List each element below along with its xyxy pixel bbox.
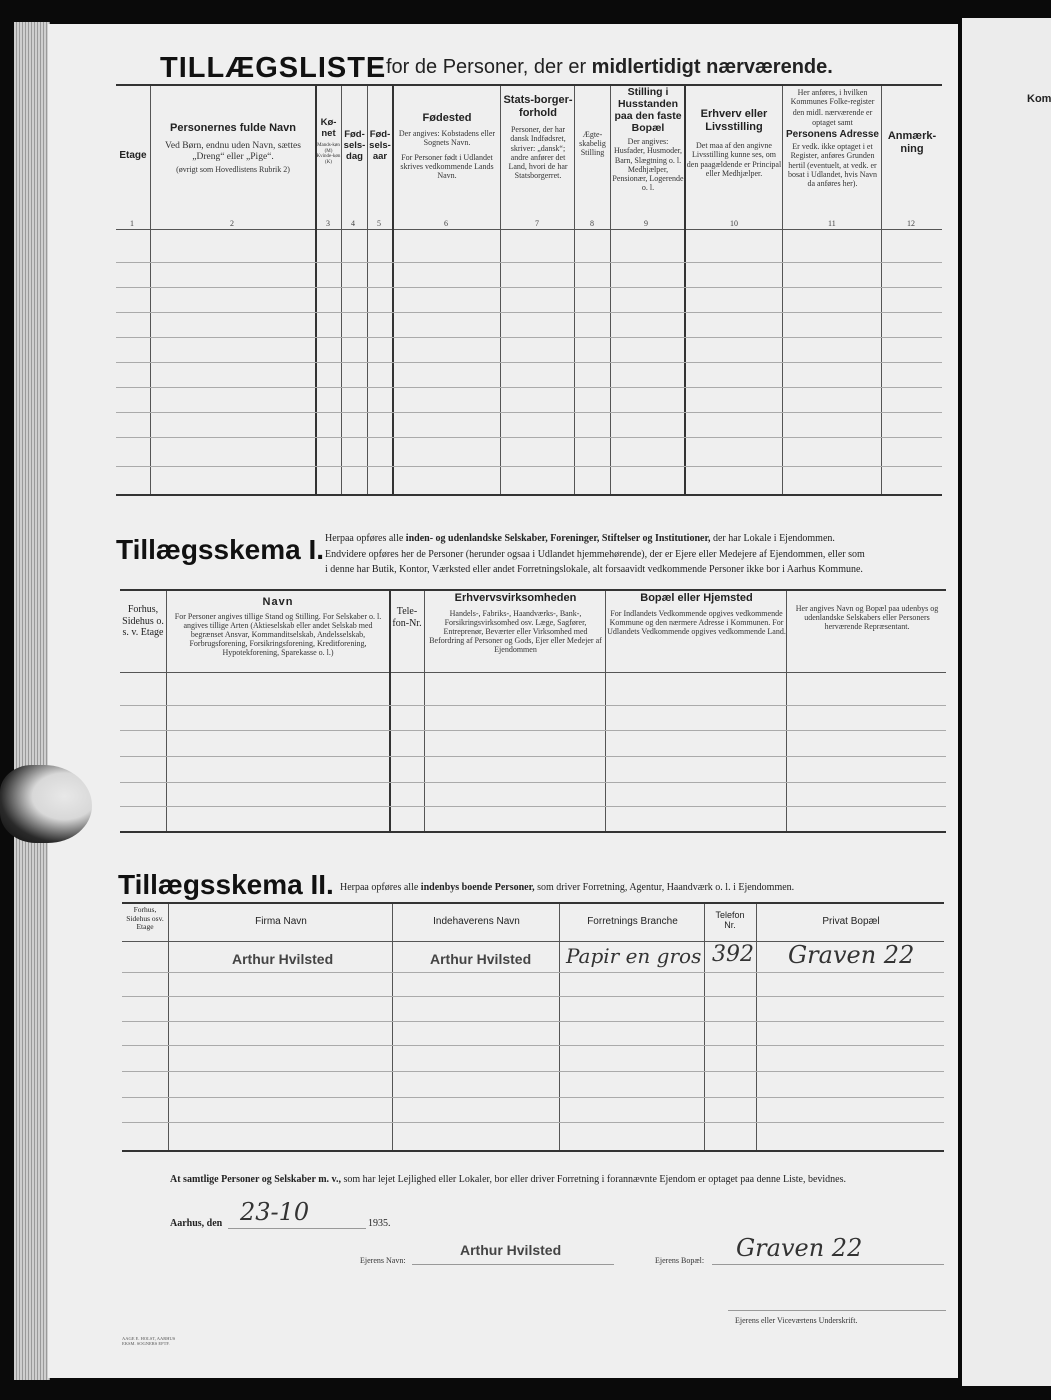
attestation-text bbox=[170, 1174, 846, 1185]
skema2-col-etage: Forhus, Sidehus osv. Etage bbox=[126, 905, 164, 932]
book-page-edges bbox=[14, 22, 50, 1380]
col-header-foedselsaar: Fød-sels-aar bbox=[369, 129, 391, 162]
col-desc: den midl. nærværende er optaget samt bbox=[792, 108, 873, 127]
col-divider bbox=[786, 591, 787, 831]
col-desc: Her anføres, i hvilken Kommunes Folke-register bbox=[790, 88, 875, 107]
date-label bbox=[170, 1218, 222, 1229]
col-number: 11 bbox=[828, 219, 836, 228]
col-divider bbox=[392, 904, 393, 1150]
form-title: TILLÆGSLISTE bbox=[160, 52, 387, 84]
col-desc: Her angives Navn og Bopæl paa udenbys og udenlandske Selskabers eller Personers herværende Repræsentant. bbox=[795, 604, 939, 632]
col-desc: Er vedk. ikke optaget i et Register, anføres Grunden hertil (eventuelt, at vedk. er bosat i Udlandet, hvis Navn da anføres her). bbox=[787, 142, 878, 188]
header-bottom-border bbox=[116, 229, 942, 230]
col-number: 9 bbox=[644, 219, 648, 228]
year-label: 1935. bbox=[368, 1218, 391, 1229]
col-desc: Der angives: Husfader, Husmoder, Barn, Slægtning o. l. Medhjælper, Pensionær, Logerende o. l. bbox=[612, 137, 684, 193]
table-row bbox=[116, 262, 942, 263]
col-number: 6 bbox=[444, 219, 448, 228]
col-divider bbox=[704, 904, 705, 1150]
col-title: Ægte-skabelig Stilling bbox=[579, 130, 606, 158]
table-row bbox=[120, 756, 946, 757]
table-row bbox=[122, 972, 944, 973]
date-line bbox=[228, 1228, 366, 1229]
table-top-border bbox=[116, 84, 942, 86]
owner-name-label: Ejerens Navn: bbox=[360, 1256, 406, 1265]
skema1-col-navn bbox=[168, 596, 388, 658]
table-bottom-border bbox=[120, 831, 946, 833]
form-subtitle bbox=[386, 56, 833, 79]
table-row bbox=[116, 362, 942, 363]
skema1-col-erhverv bbox=[426, 592, 605, 655]
col-desc: Handels-, Fabriks-, Haandværks-, Bank-, Forsikringsvirksomhed osv. Læge, Sagfører, Entreprenør, Beværter eller Virksomhed med Befordring af Personer og Gods, Ejer eller Medejer af Ejendommen bbox=[429, 608, 602, 655]
col-header-erhverv bbox=[686, 108, 782, 178]
skema1-title: Tillægsskema I. bbox=[116, 534, 325, 565]
owner-address-line bbox=[712, 1264, 944, 1265]
skema1-description bbox=[325, 531, 955, 578]
col-title: Navn bbox=[262, 596, 294, 608]
table-row bbox=[120, 730, 946, 731]
col-header-aegteskab bbox=[575, 130, 610, 158]
entry-firma-stamp: Arthur Hvilsted bbox=[232, 951, 334, 967]
table-top-border bbox=[122, 902, 944, 904]
skema2-col-telefon: Telefon Nr. bbox=[715, 910, 745, 931]
col-title: Stats-borger-forhold bbox=[503, 94, 573, 119]
col-number: 4 bbox=[351, 219, 355, 228]
col-divider bbox=[782, 86, 783, 494]
col-header-name bbox=[152, 122, 314, 175]
table-row bbox=[120, 782, 946, 783]
signature-line bbox=[728, 1310, 946, 1311]
col-header-foedselsdag: Fød-sels-dag bbox=[343, 129, 366, 162]
table-row bbox=[122, 1097, 944, 1098]
entry-telefon-handwritten: 392 bbox=[712, 942, 754, 967]
col-divider bbox=[424, 591, 425, 831]
table-top-border bbox=[120, 589, 946, 591]
col-desc: Det maa af den angivne Livsstilling kunne ses, om den paagældende er Principal eller Medhjælper. bbox=[686, 141, 782, 178]
table-row bbox=[122, 1045, 944, 1046]
owner-address-handwritten: Graven 22 bbox=[736, 1234, 863, 1262]
col-header-etage: Etage bbox=[119, 150, 147, 161]
table-row bbox=[116, 387, 942, 388]
col-divider bbox=[150, 86, 151, 494]
col-title: Personernes fulde Navn bbox=[170, 122, 296, 134]
col-divider bbox=[610, 86, 611, 494]
table-row bbox=[120, 806, 946, 807]
col-desc: (øvrigt som Hovedlistens Rubrik 2) bbox=[176, 165, 290, 175]
skema1-col-bopael bbox=[607, 592, 786, 636]
col-divider bbox=[559, 904, 560, 1150]
desc-text: som driver Forretning, Agentur, Haandværk o. l. i Ejendommen. bbox=[534, 882, 795, 893]
skema2-col-indehaver: Indehaverens Navn bbox=[433, 916, 520, 927]
next-page-edge bbox=[962, 18, 1051, 1386]
col-divider bbox=[166, 591, 167, 831]
col-title: Kø-net bbox=[320, 117, 337, 139]
skema1-col-telefon: Tele-fon-Nr. bbox=[392, 606, 422, 629]
printer-mark: AAGE E. HOLST, AARHUS EKSM. SOGNERS EFTF. bbox=[122, 1336, 176, 1347]
col-title: Stilling i Husstanden paa den faste Bopæl bbox=[614, 86, 682, 135]
col-number: 2 bbox=[230, 219, 234, 228]
col-title: Erhvervsvirksomheden bbox=[454, 592, 577, 604]
desc-text: Herpaa opføres alle bbox=[325, 533, 406, 544]
table-row bbox=[116, 312, 942, 313]
owner-address-label: Ejerens Bopæl: bbox=[655, 1256, 705, 1265]
col-header-statsborger bbox=[502, 94, 574, 180]
subtitle-part-a: for de Personer, der er bbox=[386, 56, 592, 78]
thumb-holding-page bbox=[0, 765, 92, 843]
skema2-col-branche: Forretnings Branche bbox=[587, 916, 678, 927]
col-title: Personens Adresse bbox=[785, 128, 879, 140]
col-header-foedested bbox=[394, 112, 500, 181]
col-desc: Der angives: Kobstadens eller Sognets Navn. bbox=[398, 128, 496, 147]
col-header-adresse bbox=[784, 88, 881, 188]
owner-name-line bbox=[412, 1264, 614, 1265]
skema2-col-firma: Firma Navn bbox=[255, 916, 307, 927]
subtitle-part-b: midlertidigt nærværende. bbox=[591, 56, 833, 78]
col-desc: For Personer angives tillige Stand og Stilling. For Selskaber o. l. angives tillige Arten (Aktieselskab eller andet Selskab med begrænset Ansvar, Kommanditselskab, Andelsselskab, Forbrugsforening, Forsikringsforening, Kreditforening, Hypotekforening, Sparekasse o. l.) bbox=[174, 611, 382, 658]
desc-text: der har Lokale i Ejendommen. bbox=[710, 533, 835, 544]
col-number: 12 bbox=[907, 219, 915, 228]
skema1-col-repraesentant bbox=[788, 604, 946, 632]
table-row bbox=[122, 1021, 944, 1022]
desc-line: i denne har Butik, Kontor, Værksted eller andet Forretningslokale, alt forsaavidt vedkommende Personer ikke bor i Aarhus Kommune. bbox=[325, 564, 863, 575]
table-row bbox=[122, 1122, 944, 1123]
col-header-anmaerkning: Anmærk-ning bbox=[887, 130, 937, 155]
table-row bbox=[122, 1071, 944, 1072]
desc-line bbox=[325, 531, 955, 547]
col-desc: For Personer født i Udlandet skrives vedkommende Lands Navn. bbox=[400, 153, 494, 181]
owner-name-stamp: Arthur Hvilsted bbox=[460, 1242, 562, 1258]
col-header-koen bbox=[316, 118, 341, 166]
table-row bbox=[120, 705, 946, 706]
col-divider bbox=[605, 591, 606, 831]
col-divider bbox=[500, 86, 501, 494]
col-title: Bopæl eller Hjemsted bbox=[640, 592, 753, 604]
desc-line: Endvidere opføres her de Personer (herunder ogsaa i Udlandet hjemmehørende), der er Ejere eller Medejere af Ejendommen, eller som bbox=[325, 548, 865, 560]
table-row bbox=[116, 287, 942, 288]
desc-text: indenbys boende Personer, bbox=[420, 882, 535, 893]
table-row bbox=[116, 337, 942, 338]
col-desc: Mands-køn (M) Kvinde-køn (K) bbox=[316, 142, 341, 166]
col-number: 5 bbox=[377, 219, 381, 228]
skema1-col-etage: Forhus, Sidehus o. s. v. Etage bbox=[122, 604, 164, 638]
col-divider bbox=[168, 904, 169, 1150]
col-title: Erhverv eller Livsstilling bbox=[700, 108, 768, 133]
col-desc: Personer, der har dansk Indfødsret, skriver: „dansk“; andre anfører det Land, hvori de har Statsborgerret. bbox=[508, 125, 568, 181]
col-number: 3 bbox=[326, 219, 330, 228]
header-bottom-border bbox=[120, 672, 946, 673]
signature-label: Ejerens eller Viceværtens Underskrift. bbox=[735, 1316, 858, 1325]
skema2-description bbox=[340, 880, 794, 896]
entry-bopael-handwritten: Graven 22 bbox=[788, 941, 915, 969]
entry-indehaver-stamp: Arthur Hvilsted bbox=[430, 951, 532, 967]
table-row bbox=[122, 996, 944, 997]
attest-bold: At samtlige Personer og Selskaber m. v., bbox=[170, 1174, 342, 1185]
place-label: Aarhus, den bbox=[170, 1218, 223, 1229]
col-number: 8 bbox=[590, 219, 594, 228]
desc-text: Herpaa opføres alle bbox=[340, 882, 421, 893]
desc-text: inden- og udenlandske Selskaber, Foreninger, Stiftelser og Institutioner, bbox=[405, 533, 711, 544]
skema2-col-bopael: Privat Bopæl bbox=[822, 916, 880, 927]
col-header-husstand bbox=[612, 86, 684, 192]
table-bottom-border bbox=[116, 494, 942, 496]
next-page-fragment: Kom bbox=[1027, 93, 1051, 105]
date-handwritten: 23-10 bbox=[240, 1198, 310, 1226]
col-number: 10 bbox=[730, 219, 738, 228]
col-number: 7 bbox=[535, 219, 539, 228]
col-desc: For Indlandets Vedkommende opgives vedkommende Kommune og den nærmere Adresse i Kommunen. For Udlandets Vedkommende opgives vedkommende Land. bbox=[607, 608, 786, 637]
col-number: 1 bbox=[130, 219, 134, 228]
table-row bbox=[116, 412, 942, 413]
table-bottom-border bbox=[122, 1150, 944, 1152]
col-divider bbox=[756, 904, 757, 1150]
col-title: Fødested bbox=[422, 112, 472, 124]
attest-rest: som har lejet Lejlighed eller Lokaler, bor eller driver Forretning i forannævnte Ejendom er optaget paa denne Liste, bevidnes. bbox=[341, 1174, 846, 1185]
entry-branche-handwritten: Papir en gros bbox=[566, 944, 702, 968]
skema2-title: Tillægsskema II. bbox=[118, 869, 334, 900]
table-row bbox=[116, 437, 942, 438]
col-desc: Ved Børn, endnu uden Navn, sættes „Dreng“ eller „Pige“. bbox=[165, 140, 301, 162]
table-row bbox=[116, 466, 942, 467]
